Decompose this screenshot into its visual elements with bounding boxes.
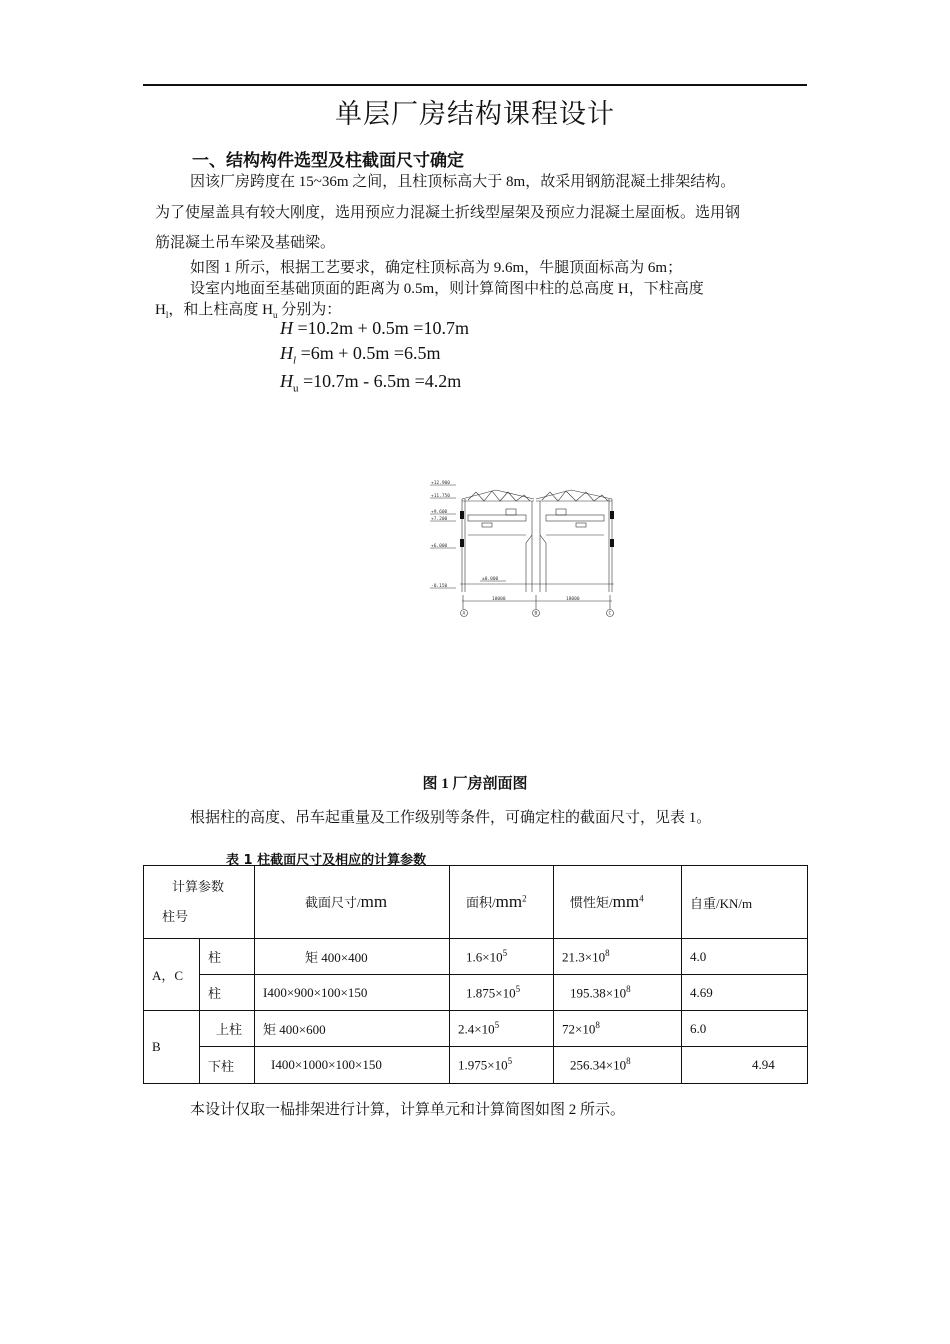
header-area-label: 面积/ bbox=[466, 895, 496, 910]
inertia-base: 195.38×10 bbox=[570, 985, 627, 1001]
eq-var: H bbox=[280, 318, 293, 338]
section-cell: 矩 400×600 bbox=[255, 1011, 450, 1047]
eq-rhs: =10.7m - 6.5m =4.2m bbox=[298, 371, 462, 391]
header-area-cell bbox=[450, 866, 554, 939]
area-base: 1.975×10 bbox=[458, 1057, 508, 1073]
table-caption: 表 1 柱截面尺寸及相应的计算参数 bbox=[226, 853, 427, 868]
part-cell: 下柱 bbox=[200, 1047, 255, 1084]
elevation-label: ±0.000 bbox=[482, 577, 499, 582]
eq-sub: l bbox=[293, 354, 297, 367]
inertia-cell bbox=[554, 1011, 682, 1047]
area-base: 1.6×10 bbox=[466, 949, 503, 965]
part-cell: 上柱 bbox=[200, 1011, 255, 1047]
header-col-label: 柱号 bbox=[162, 909, 189, 924]
area-base: 2.4×10 bbox=[458, 1021, 495, 1037]
inertia-base: 256.34×10 bbox=[570, 1057, 627, 1073]
eq-var: H bbox=[280, 343, 293, 363]
table-row bbox=[144, 1011, 808, 1047]
weight-cell: 4.94 bbox=[682, 1047, 808, 1084]
eq-var: H bbox=[280, 371, 293, 391]
text-run: H bbox=[155, 302, 166, 318]
equation-h bbox=[280, 318, 469, 342]
header-section-unit: mm bbox=[360, 892, 388, 911]
section-cell: I400×900×100×150 bbox=[255, 975, 450, 1011]
subscript: u bbox=[272, 310, 278, 320]
section-cell: 矩 400×400 bbox=[255, 939, 450, 975]
part-cell: 柱 bbox=[200, 975, 255, 1011]
equation-hl bbox=[280, 343, 441, 367]
elevation-label: -0.150 bbox=[431, 584, 448, 589]
span-label: 18000 bbox=[492, 597, 506, 602]
top-rule bbox=[143, 84, 807, 86]
span-label: 18000 bbox=[566, 597, 580, 602]
elevation-label: +12.900 bbox=[431, 481, 450, 486]
header-param-cell bbox=[144, 866, 255, 939]
area-cell bbox=[450, 1047, 554, 1084]
paragraph-line: 本设计仅取一榀排架进行计算，计算单元和计算简图如图 2 所示。 bbox=[190, 1102, 626, 1118]
inertia-cell bbox=[554, 1047, 682, 1084]
weight-cell: 4.0 bbox=[682, 939, 808, 975]
eq-rhs: =6m + 0.5m =6.5m bbox=[296, 343, 441, 363]
group-cell: B bbox=[144, 1011, 200, 1084]
axis-label: A bbox=[462, 611, 466, 617]
area-cell bbox=[450, 939, 554, 975]
inertia-exp: 8 bbox=[626, 983, 631, 994]
table-row bbox=[144, 1047, 808, 1084]
header-inertia-unit: mm bbox=[612, 892, 640, 911]
inertia-exp: 8 bbox=[595, 1019, 600, 1030]
area-exp: 5 bbox=[502, 947, 508, 958]
paragraph-line: 根据柱的高度、吊车起重量及工作级别等条件，可确定柱的截面尺寸，见表 1。 bbox=[190, 810, 712, 826]
paragraph-line: 因该厂房跨度在 15~36m 之间，且柱顶标高大于 8m，故采用钢筋混凝土排架结构。 bbox=[190, 174, 736, 190]
area-exp: 5 bbox=[515, 983, 521, 994]
section-cell: I400×1000×100×150 bbox=[255, 1047, 450, 1084]
group-cell: A，C bbox=[144, 939, 200, 1011]
area-exp: 5 bbox=[494, 1019, 500, 1030]
inertia-cell bbox=[554, 939, 682, 975]
header-area-pow: 2 bbox=[522, 893, 527, 904]
equation-hu bbox=[280, 371, 461, 395]
eq-sub: u bbox=[293, 382, 299, 395]
header-weight-cell: 自重/KN/m bbox=[682, 866, 808, 939]
paragraph-line: 如图 1 所示，根据工艺要求，确定柱顶标高为 9.6m，牛腿顶面标高为 6m； bbox=[190, 260, 683, 276]
header-inertia-label: 惯性矩/ bbox=[570, 895, 613, 910]
axis-label: C bbox=[608, 611, 612, 617]
area-base: 1.875×10 bbox=[466, 985, 516, 1001]
table-row bbox=[144, 939, 808, 975]
header-section-cell bbox=[255, 866, 450, 939]
inertia-base: 72×10 bbox=[562, 1021, 596, 1037]
elevation-label: +11.750 bbox=[431, 494, 450, 499]
elevation-label: +6.000 bbox=[431, 544, 448, 549]
paragraph-line: 为了使屋盖具有较大刚度，选用预应力混凝土折线型屋架及预应力混凝土屋面板。选用钢 bbox=[155, 205, 741, 221]
header-section-label: 截面尺寸/ bbox=[305, 895, 361, 910]
paragraph-line: 筋混凝土吊车梁及基础梁。 bbox=[155, 235, 336, 251]
text-run: ，和上柱高度 H bbox=[168, 302, 273, 318]
text-run: 分别为： bbox=[277, 302, 342, 318]
axis-label: B bbox=[534, 611, 538, 617]
header-param-label: 计算参数 bbox=[172, 879, 225, 894]
header-area-unit: mm bbox=[495, 892, 523, 911]
header-inertia-pow: 4 bbox=[639, 893, 644, 904]
area-exp: 5 bbox=[507, 1056, 513, 1067]
inertia-exp: 8 bbox=[626, 1056, 631, 1067]
inertia-cell bbox=[554, 975, 682, 1011]
inertia-exp: 8 bbox=[605, 947, 610, 958]
section-heading: 一、结构构件选型及柱截面尺寸确定 bbox=[192, 151, 464, 171]
inertia-base: 21.3×10 bbox=[562, 949, 606, 965]
area-cell bbox=[450, 1011, 554, 1047]
table-row bbox=[144, 975, 808, 1011]
figure-caption: 图 1 厂房剖面图 bbox=[422, 776, 528, 792]
header-inertia-cell bbox=[554, 866, 682, 939]
weight-cell: 6.0 bbox=[682, 1011, 808, 1047]
paragraph-line: 设室内地面至基础顶面的距离为 0.5m，则计算简图中柱的总高度 H，下柱高度 bbox=[190, 281, 704, 297]
subscript: l bbox=[165, 310, 169, 320]
part-cell: 柱 bbox=[200, 939, 255, 975]
eq-rhs: =10.2m + 0.5m =10.7m bbox=[293, 318, 469, 338]
column-params-table bbox=[143, 865, 808, 1084]
page-title: 单层厂房结构课程设计 bbox=[335, 99, 615, 130]
elevation-label: +9.600 bbox=[431, 510, 448, 515]
table-header-row bbox=[144, 866, 808, 939]
factory-section-diagram bbox=[426, 477, 622, 619]
elevation-label: +7.200 bbox=[431, 517, 448, 522]
weight-cell: 4.69 bbox=[682, 975, 808, 1011]
area-cell bbox=[450, 975, 554, 1011]
